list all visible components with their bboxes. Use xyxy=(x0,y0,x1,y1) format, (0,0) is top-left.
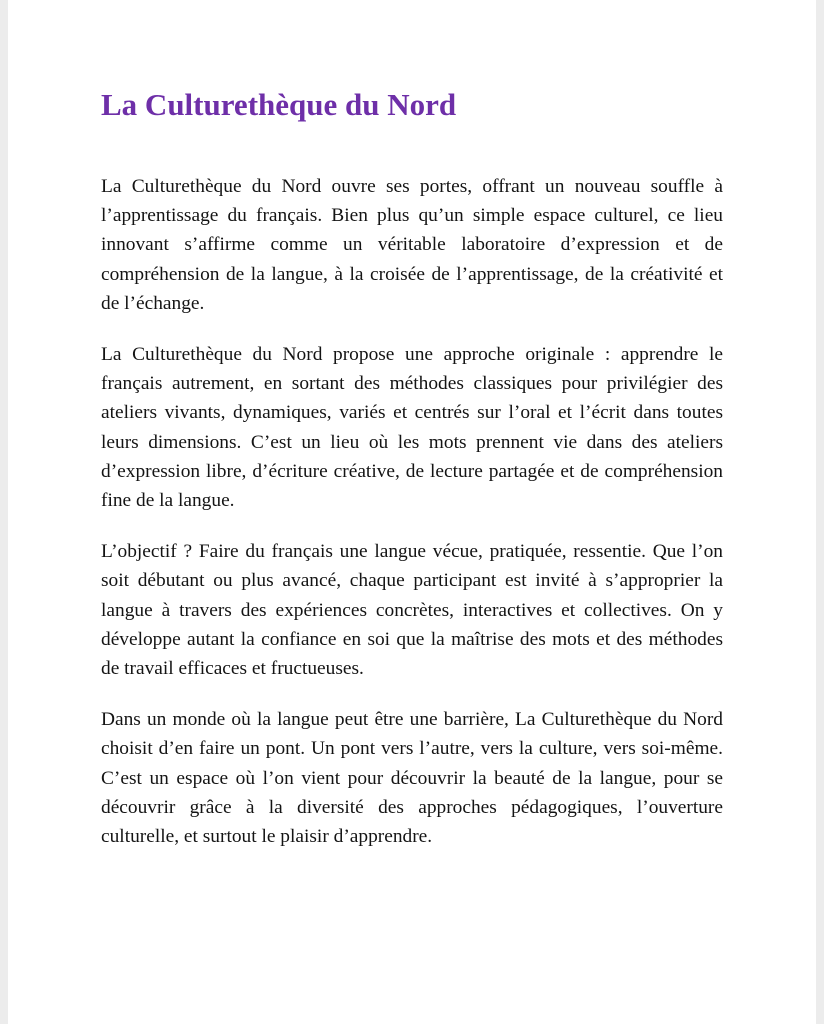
paragraph-intro: La Culturethèque du Nord ouvre ses portes, offrant un nouveau souffle à l’apprentissage du français. Bien plus qu’un simple espace culturel, ce lieu innovant s’affirme comme un véritable laboratoire d’expression et de compréhension de la langue, à la croisée de l’apprentissage, de la créativité et de l’échange. xyxy=(101,176,723,314)
document-title: La Culturethèque du Nord xyxy=(101,87,457,122)
paragraph-objective: L’objectif ? Faire du français une langue vécue, pratiquée, ressentie. Que l’on soit débutant ou plus avancé, chaque participant est invité à s’approprier la langue à travers des expériences concrètes, interactives et collectives. On y développe autant la confiance en soi que la maîtrise des mots et des méthodes de travail efficaces et fructueuses. xyxy=(101,541,723,680)
paragraph-approach: La Culturethèque du Nord propose une approche originale : apprendre le français autrement, en sortant des méthodes classiques pour privilégier des ateliers vivants, dynamiques, variés et centrés sur l’oral et l’écrit dans toutes leurs dimensions. C’est un lieu où les mots prennent vie dans des ateliers d’expression libre, d’écriture créative, de lecture partagée et de compréhension fine de la langue. xyxy=(101,344,723,512)
document-page xyxy=(8,0,816,1024)
document-body xyxy=(101,172,723,873)
paragraph-conclusion: Dans un monde où la langue peut être une barrière, La Culturethèque du Nord choisit d’en faire un pont. Un pont vers l’autre, vers la culture, vers soi-même. C’est un espace où l’on vient pour découvrir la beauté de la langue, pour se découvrir grâce à la diversité des approches pédagogiques, l’ouverture culturelle, et surtout le plaisir d’apprendre. xyxy=(101,709,723,848)
